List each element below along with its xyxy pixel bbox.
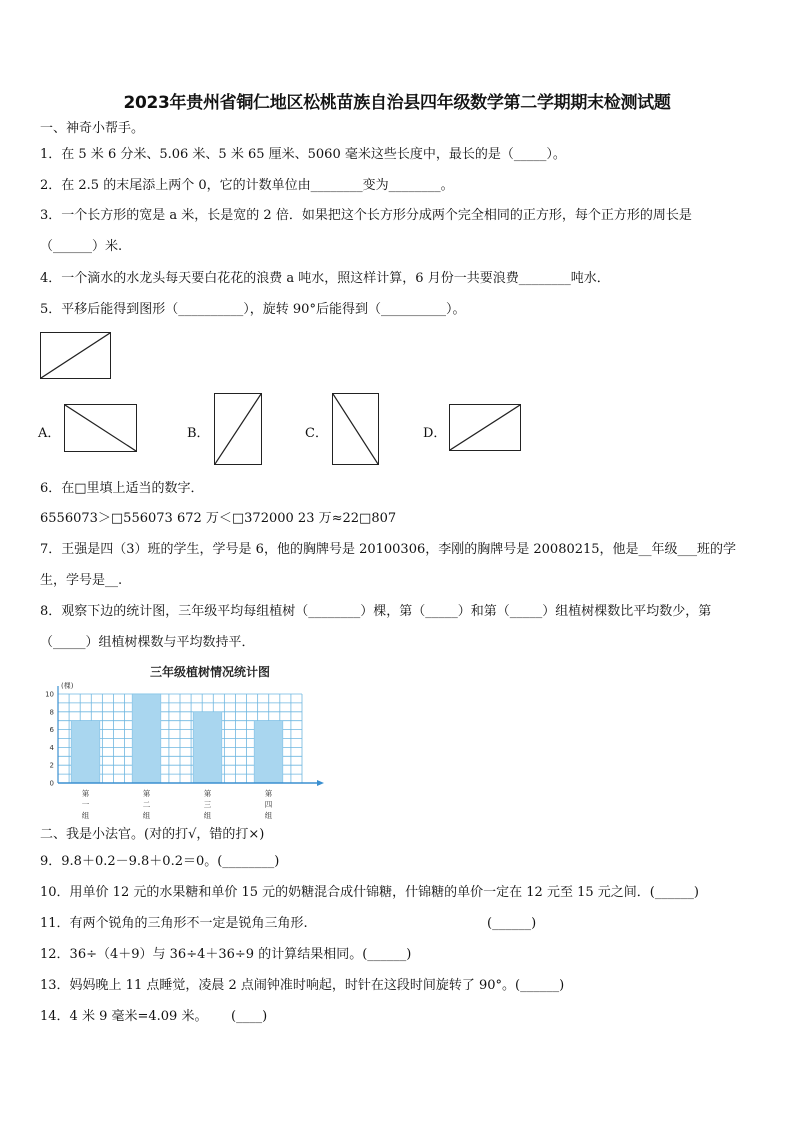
option-b-label: B． xyxy=(187,426,210,441)
question-13: 13．妈妈晚上 11 点睡觉，凌晨 2 点闹钟准时响起，时针在这段时间旋转了 90°。(______) xyxy=(40,978,565,993)
category-label: 第 xyxy=(264,789,273,798)
question-6-items: 6556073＞□556073 672 万＜□372000 23 万≈22□807 xyxy=(40,511,397,526)
bar-4 xyxy=(254,721,283,783)
section-2-heading: 二、我是小法官。(对的打√，错的打×) xyxy=(40,827,265,842)
section-1-heading: 一、神奇小帮手。 xyxy=(40,121,145,136)
option-c-shape xyxy=(332,393,379,465)
y-tick-label: 6 xyxy=(49,726,54,735)
question-4: 4．一个滴水的水龙头每天要白花花的浪费 a 吨水，照这样计算，6 月份一共要浪费________吨水． xyxy=(40,271,610,286)
x-axis-arrow xyxy=(317,780,324,786)
question-11-answer-blank[interactable]: (______) xyxy=(487,916,537,931)
question-10: 10．用单价 12 元的水果糖和单价 15 元的奶糖混合成什锦糖，什锦糖的单价一定在 12 元至 15 元之间．(______) xyxy=(40,885,699,900)
y-tick-label: 10 xyxy=(45,690,54,699)
question-6: 6．在□里填上适当的数字． xyxy=(40,481,204,496)
question-3-line-2: （______）米. xyxy=(40,239,123,254)
question-8-line-2: （_____）组植树棵数与平均数持平． xyxy=(40,635,255,650)
category-label: 组 xyxy=(142,811,151,820)
question-7-line-1: 7．王强是四（3）班的学生，学号是 6，他的胸牌号是 20100306，李刚的胸牌号是 20080215，他是__年级___班的学 xyxy=(40,542,737,557)
y-tick-label: 4 xyxy=(49,743,54,752)
category-label: 一 xyxy=(81,800,90,809)
category-label: 第 xyxy=(81,789,90,798)
y-tick-label: 8 xyxy=(49,708,54,717)
option-a-shape xyxy=(64,404,137,452)
question-14: 14．4 米 9 毫米=4.09 米。 xyxy=(40,1009,208,1024)
category-label: 组 xyxy=(264,811,273,820)
option-d-shape xyxy=(449,404,521,451)
question-3-line-1: 3．一个长方形的宽是 a 米，长是宽的 2 倍．如果把这个长方形分成两个完全相同的正方形，每个正方形的周长是 xyxy=(40,208,692,223)
page-title: 2023年贵州省铜仁地区松桃苗族自治县四年级数学第二学期期末检测试题 xyxy=(123,93,671,113)
option-b-shape xyxy=(214,393,262,465)
category-label: 第 xyxy=(142,789,151,798)
category-label: 组 xyxy=(81,811,90,820)
y-tick-label: 2 xyxy=(49,761,54,770)
question-9: 9．9.8＋0.2－9.8＋0.2＝0。(________) xyxy=(40,854,280,869)
question-14-answer-blank[interactable]: (____) xyxy=(231,1009,268,1024)
option-c-label: C． xyxy=(305,426,328,441)
category-label: 二 xyxy=(142,800,151,809)
chart-title: 三年级植树情况统计图 xyxy=(149,665,271,679)
question-2: 2．在 2.5 的末尾添上两个 0，它的计数单位由________变为________。 xyxy=(40,178,454,193)
option-a-label: A． xyxy=(38,426,61,441)
tree-planting-bar-chart xyxy=(40,660,330,830)
bar-1 xyxy=(71,721,100,783)
question-11: 11．有两个锐角的三角形不一定是锐角三角形. xyxy=(40,916,308,931)
question-5: 5．平移后能得到图形（__________），旋转 90°后能得到（__________）。 xyxy=(40,302,466,317)
original-shape xyxy=(40,332,111,379)
category-label: 三 xyxy=(203,800,212,809)
bar-2 xyxy=(132,694,161,783)
bar-3 xyxy=(193,712,222,783)
y-tick-label: 0 xyxy=(49,779,54,788)
category-label: 组 xyxy=(203,811,212,820)
category-label: 第 xyxy=(203,789,212,798)
category-label: 四 xyxy=(264,800,273,809)
question-12: 12．36÷（4＋9）与 36÷4＋36÷9 的计算结果相同。(______) xyxy=(40,947,412,962)
question-7-line-2: 生，学号是__. xyxy=(40,573,123,588)
question-1: 1．在 5 米 6 分米、5.06 米、5 米 65 厘米、5060 毫米这些长度中，最长的是（_____）。 xyxy=(40,147,566,162)
chart-y-unit: (棵) xyxy=(61,682,74,690)
question-8-line-1: 8．观察下边的统计图，三年级平均每组植树（________）棵，第（_____）和第（_____）组植树棵数比平均数少，第 xyxy=(40,604,712,619)
option-d-label: D． xyxy=(423,426,447,441)
